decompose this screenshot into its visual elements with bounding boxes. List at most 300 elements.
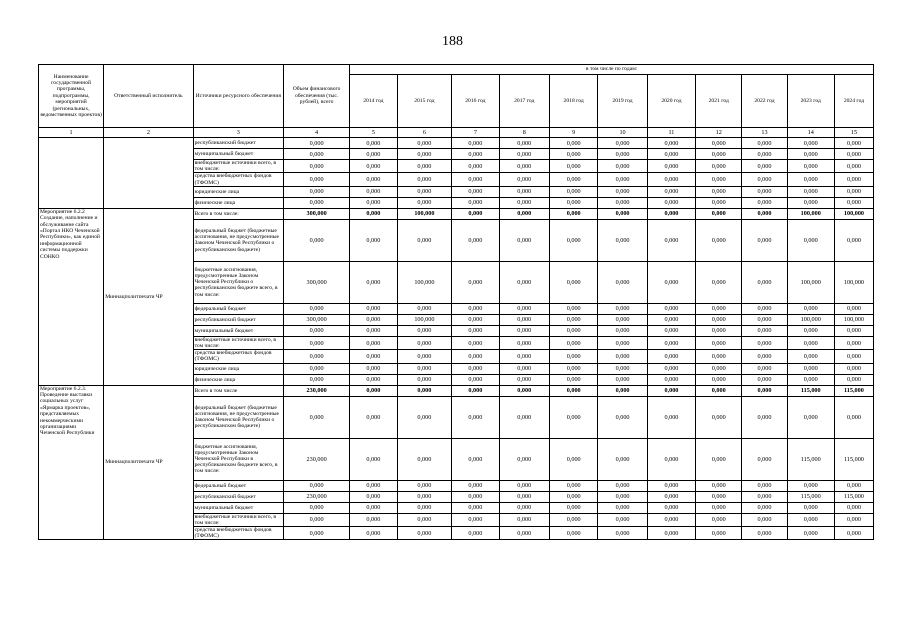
table-row — [39, 138, 874, 149]
year-value: 0,000 — [696, 350, 742, 363]
year-value: 0,000 — [742, 438, 787, 480]
page-number: 188 — [442, 34, 463, 49]
year-value: 0,000 — [397, 149, 452, 160]
year-value: 0,000 — [834, 138, 873, 149]
year-value: 0,000 — [647, 480, 695, 491]
funding-source: республиканский бюджет — [193, 491, 283, 502]
year-value: 0,000 — [499, 138, 549, 149]
year-value: 0,000 — [598, 138, 647, 149]
year-value: 0,000 — [397, 527, 452, 540]
year-value: 0,000 — [742, 314, 787, 325]
column-number: 2 — [104, 128, 193, 138]
column-number: 9 — [549, 128, 597, 138]
year-value: 0,000 — [499, 261, 549, 303]
total-value: 0,000 — [283, 480, 349, 491]
funding-source: федеральный бюджет — [193, 480, 283, 491]
year-value: 0,000 — [598, 197, 647, 208]
year-value: 0,000 — [647, 502, 695, 513]
year-value: 0,000 — [499, 149, 549, 160]
year-value: 0,000 — [397, 303, 452, 314]
header-year: 2015 год — [397, 75, 452, 128]
year-value: 0,000 — [397, 186, 452, 197]
header-source: Источники ресурсного обеспечения — [193, 65, 283, 128]
year-value: 0,000 — [549, 350, 597, 363]
year-value: 0,000 — [397, 160, 452, 173]
year-value: 0,000 — [696, 502, 742, 513]
year-value: 0,000 — [696, 173, 742, 186]
column-number: 7 — [452, 128, 499, 138]
year-value: 0,000 — [350, 208, 397, 219]
year-value: 0,000 — [742, 138, 787, 149]
funding-source: внебюджетные источники всего, в том числе: — [193, 160, 283, 173]
year-value: 100,000 — [834, 314, 873, 325]
year-value: 0,000 — [549, 374, 597, 385]
column-number: 4 — [283, 128, 349, 138]
total-value: 0,000 — [283, 527, 349, 540]
year-value: 0,000 — [452, 527, 499, 540]
measure-name: Мероприятие 6.2.3. Проведение выставки социальных услуг «Ярмарка проектов», представляемых некоммерческими организациями Чеченской Республики — [39, 385, 104, 540]
year-value: 0,000 — [397, 325, 452, 336]
year-value: 0,000 — [499, 208, 549, 219]
year-value: 0,000 — [397, 219, 452, 261]
year-value: 0,000 — [350, 350, 397, 363]
year-value: 0,000 — [549, 219, 597, 261]
year-value: 0,000 — [696, 325, 742, 336]
year-value: 0,000 — [647, 160, 695, 173]
year-value: 0,000 — [598, 363, 647, 374]
year-value: 0,000 — [834, 527, 873, 540]
header-year: 2019 год — [598, 75, 647, 128]
year-value: 0,000 — [452, 261, 499, 303]
year-value: 0,000 — [397, 363, 452, 374]
year-value: 0,000 — [696, 219, 742, 261]
year-value: 0,000 — [834, 350, 873, 363]
year-value: 0,000 — [397, 396, 452, 438]
year-value: 0,000 — [499, 197, 549, 208]
year-value: 0,000 — [647, 314, 695, 325]
year-value: 0,000 — [598, 186, 647, 197]
year-value: 0,000 — [742, 385, 787, 396]
funding-source: федеральный бюджет — [193, 303, 283, 314]
year-value: 0,000 — [452, 385, 499, 396]
year-value: 0,000 — [742, 186, 787, 197]
year-value: 0,000 — [350, 303, 397, 314]
total-value: 300,000 — [283, 261, 349, 303]
total-value: 0,000 — [283, 350, 349, 363]
year-value: 0,000 — [696, 186, 742, 197]
column-number: 15 — [834, 128, 873, 138]
year-value: 115,000 — [787, 385, 834, 396]
year-value: 0,000 — [647, 219, 695, 261]
header-year: 2020 год — [647, 75, 695, 128]
year-value: 0,000 — [549, 527, 597, 540]
year-value: 0,000 — [787, 336, 834, 349]
year-value: 0,000 — [452, 396, 499, 438]
year-value: 0,000 — [452, 363, 499, 374]
total-value: 300,000 — [283, 314, 349, 325]
year-value: 0,000 — [834, 303, 873, 314]
year-value: 0,000 — [499, 186, 549, 197]
funding-source: физические лица — [193, 197, 283, 208]
total-value: 0,000 — [283, 396, 349, 438]
year-value: 0,000 — [549, 325, 597, 336]
year-value: 0,000 — [742, 325, 787, 336]
funding-source: федеральный бюджет (бюджетные ассигнования, не предусмотренные Законом Чеченской Республики о республиканском бюджете) — [193, 219, 283, 261]
funding-source: муниципальный бюджет — [193, 149, 283, 160]
responsible-executor: Миннацполитпечати ЧР — [104, 208, 193, 385]
year-value: 0,000 — [350, 491, 397, 502]
year-value: 0,000 — [499, 314, 549, 325]
year-value: 0,000 — [549, 303, 597, 314]
year-value: 0,000 — [598, 314, 647, 325]
year-value: 0,000 — [499, 491, 549, 502]
year-value: 0,000 — [598, 385, 647, 396]
year-value: 0,000 — [350, 513, 397, 526]
year-value: 100,000 — [397, 208, 452, 219]
total-value: 0,000 — [283, 336, 349, 349]
funding-source: средства внебюджетных фондов (ТФОМС) — [193, 527, 283, 540]
year-value: 0,000 — [598, 491, 647, 502]
table-row — [39, 385, 874, 396]
year-value: 115,000 — [787, 491, 834, 502]
header-years-group: в том числе по годам: — [350, 65, 874, 75]
measure-name — [39, 138, 104, 209]
year-value: 0,000 — [696, 527, 742, 540]
year-value: 0,000 — [499, 513, 549, 526]
total-value: 0,000 — [283, 149, 349, 160]
funding-source: муниципальный бюджет — [193, 502, 283, 513]
total-value: 0,000 — [283, 173, 349, 186]
year-value: 0,000 — [696, 149, 742, 160]
year-value: 100,000 — [787, 208, 834, 219]
year-value: 0,000 — [742, 261, 787, 303]
year-value: 0,000 — [549, 502, 597, 513]
year-value: 0,000 — [834, 502, 873, 513]
year-value: 0,000 — [647, 325, 695, 336]
year-value: 0,000 — [350, 149, 397, 160]
year-value: 0,000 — [499, 325, 549, 336]
year-value: 0,000 — [742, 374, 787, 385]
funding-source: физические лица — [193, 374, 283, 385]
year-value: 0,000 — [499, 363, 549, 374]
year-value: 0,000 — [452, 219, 499, 261]
year-value: 0,000 — [647, 208, 695, 219]
year-value: 0,000 — [549, 513, 597, 526]
year-value: 0,000 — [350, 219, 397, 261]
year-value: 0,000 — [452, 186, 499, 197]
year-value: 0,000 — [549, 396, 597, 438]
year-value: 0,000 — [647, 138, 695, 149]
header-year: 2023 год — [787, 75, 834, 128]
year-value: 0,000 — [742, 197, 787, 208]
year-value: 0,000 — [647, 374, 695, 385]
header-row-top — [39, 65, 874, 75]
funding-source: муниципальный бюджет — [193, 325, 283, 336]
year-value: 0,000 — [350, 385, 397, 396]
year-value: 0,000 — [350, 314, 397, 325]
year-value: 0,000 — [696, 261, 742, 303]
responsible-executor: Миннацполитпечати ЧР — [104, 385, 193, 540]
year-value: 0,000 — [787, 138, 834, 149]
header-year: 2018 год — [549, 75, 597, 128]
year-value: 0,000 — [696, 491, 742, 502]
year-value: 0,000 — [452, 303, 499, 314]
year-value: 0,000 — [787, 197, 834, 208]
year-value: 0,000 — [549, 491, 597, 502]
funding-source: Всего в том числе — [193, 385, 283, 396]
funding-source: бюджетные ассигнования, предусмотренные Законом Чеченской Республики в республиканском бюджете всего, в том числе: — [193, 438, 283, 480]
header-year: 2021 год — [696, 75, 742, 128]
funding-source: юридические лица — [193, 186, 283, 197]
year-value: 0,000 — [834, 325, 873, 336]
year-value: 0,000 — [787, 186, 834, 197]
year-value: 0,000 — [647, 350, 695, 363]
year-value: 0,000 — [452, 502, 499, 513]
measure-name: Мероприятие 6.2.2 Создание, наполнение и обслуживание сайта «Портал НКО Чеченской Республики», как единой информационной системы поддержки СОНКО — [39, 208, 104, 385]
year-value: 0,000 — [647, 197, 695, 208]
year-value: 0,000 — [397, 480, 452, 491]
year-value: 0,000 — [647, 173, 695, 186]
total-value: 0,000 — [283, 374, 349, 385]
funding-source: средства внебюджетных фондов (ТФОМС) — [193, 173, 283, 186]
year-value: 0,000 — [549, 336, 597, 349]
funding-source: юридические лица — [193, 363, 283, 374]
funding-source: внебюджетные источники всего, в том числе: — [193, 513, 283, 526]
year-value: 0,000 — [549, 138, 597, 149]
year-value: 0,000 — [598, 350, 647, 363]
year-value: 0,000 — [742, 480, 787, 491]
year-value: 0,000 — [397, 336, 452, 349]
year-value: 0,000 — [549, 160, 597, 173]
year-value: 0,000 — [350, 186, 397, 197]
year-value: 0,000 — [787, 303, 834, 314]
year-value: 0,000 — [499, 385, 549, 396]
year-value: 0,000 — [696, 208, 742, 219]
year-value: 0,000 — [549, 208, 597, 219]
year-value: 0,000 — [787, 527, 834, 540]
year-value: 0,000 — [742, 527, 787, 540]
year-value: 0,000 — [598, 208, 647, 219]
year-value: 0,000 — [787, 363, 834, 374]
year-value: 0,000 — [397, 491, 452, 502]
year-value: 0,000 — [742, 173, 787, 186]
year-value: 0,000 — [834, 160, 873, 173]
year-value: 0,000 — [647, 491, 695, 502]
year-value: 0,000 — [350, 261, 397, 303]
total-value: 0,000 — [283, 502, 349, 513]
year-value: 0,000 — [499, 219, 549, 261]
year-value: 0,000 — [696, 385, 742, 396]
year-value: 0,000 — [834, 480, 873, 491]
year-value: 0,000 — [499, 160, 549, 173]
year-value: 0,000 — [696, 197, 742, 208]
year-value: 0,000 — [834, 173, 873, 186]
year-value: 0,000 — [598, 261, 647, 303]
year-value: 0,000 — [549, 186, 597, 197]
year-value: 100,000 — [787, 314, 834, 325]
year-value: 0,000 — [696, 160, 742, 173]
year-value: 0,000 — [742, 336, 787, 349]
year-value: 0,000 — [499, 438, 549, 480]
year-value: 0,000 — [452, 149, 499, 160]
year-value: 0,000 — [647, 438, 695, 480]
year-value: 0,000 — [549, 197, 597, 208]
year-value: 0,000 — [834, 363, 873, 374]
total-value: 0,000 — [283, 160, 349, 173]
year-value: 0,000 — [350, 502, 397, 513]
year-value: 0,000 — [499, 396, 549, 438]
year-value: 0,000 — [499, 502, 549, 513]
year-value: 0,000 — [647, 303, 695, 314]
year-value: 0,000 — [834, 149, 873, 160]
column-number: 1 — [39, 128, 104, 138]
year-value: 0,000 — [742, 160, 787, 173]
year-value: 0,000 — [696, 314, 742, 325]
year-value: 0,000 — [647, 527, 695, 540]
year-value: 0,000 — [598, 480, 647, 491]
funding-source: бюджетные ассигнования, предусмотренные Законом Чеченской Республики о республиканском бюджете всего, в том числе: — [193, 261, 283, 303]
total-value: 230,000 — [283, 385, 349, 396]
header-numbers-row — [39, 128, 874, 138]
year-value: 0,000 — [598, 173, 647, 186]
year-value: 0,000 — [742, 350, 787, 363]
year-value: 0,000 — [350, 173, 397, 186]
year-value: 0,000 — [598, 336, 647, 349]
year-value: 115,000 — [787, 438, 834, 480]
year-value: 0,000 — [397, 502, 452, 513]
column-number: 8 — [499, 128, 549, 138]
year-value: 0,000 — [834, 513, 873, 526]
column-number: 11 — [647, 128, 695, 138]
year-value: 0,000 — [598, 149, 647, 160]
total-value: 0,000 — [283, 197, 349, 208]
year-value: 0,000 — [452, 138, 499, 149]
header-executor: Ответственный исполнитель — [104, 65, 193, 128]
year-value: 0,000 — [397, 438, 452, 480]
year-value: 0,000 — [549, 363, 597, 374]
year-value: 0,000 — [787, 350, 834, 363]
total-value: 0,000 — [283, 219, 349, 261]
year-value: 115,000 — [834, 491, 873, 502]
table-body — [39, 138, 874, 540]
total-value: 0,000 — [283, 325, 349, 336]
year-value: 0,000 — [452, 314, 499, 325]
header-year: 2022 год — [742, 75, 787, 128]
year-value: 0,000 — [742, 396, 787, 438]
year-value: 0,000 — [350, 160, 397, 173]
year-value: 0,000 — [742, 149, 787, 160]
year-value: 0,000 — [499, 527, 549, 540]
funding-source: средства внебюджетных фондов (ТФОМС) — [193, 350, 283, 363]
year-value: 0,000 — [696, 374, 742, 385]
year-value: 100,000 — [397, 314, 452, 325]
year-value: 100,000 — [787, 261, 834, 303]
year-value: 0,000 — [834, 374, 873, 385]
funding-source: Всего в том числе: — [193, 208, 283, 219]
year-value: 0,000 — [787, 513, 834, 526]
year-value: 0,000 — [787, 219, 834, 261]
year-value: 0,000 — [499, 303, 549, 314]
header-year: 2016 год — [452, 75, 499, 128]
year-value: 0,000 — [452, 513, 499, 526]
year-value: 0,000 — [598, 513, 647, 526]
year-value: 0,000 — [397, 513, 452, 526]
year-value: 0,000 — [598, 160, 647, 173]
year-value: 0,000 — [499, 336, 549, 349]
year-value: 0,000 — [834, 219, 873, 261]
year-value: 0,000 — [499, 480, 549, 491]
year-value: 0,000 — [452, 208, 499, 219]
year-value: 100,000 — [397, 261, 452, 303]
year-value: 0,000 — [787, 396, 834, 438]
year-value: 115,000 — [834, 438, 873, 480]
year-value: 0,000 — [549, 480, 597, 491]
funding-table — [38, 64, 874, 540]
year-value: 0,000 — [499, 374, 549, 385]
year-value: 0,000 — [742, 363, 787, 374]
year-value: 0,000 — [549, 149, 597, 160]
year-value: 0,000 — [350, 325, 397, 336]
year-value: 0,000 — [742, 491, 787, 502]
year-value: 0,000 — [598, 219, 647, 261]
year-value: 0,000 — [350, 438, 397, 480]
year-value: 0,000 — [499, 173, 549, 186]
year-value: 0,000 — [647, 186, 695, 197]
year-value: 0,000 — [350, 396, 397, 438]
year-value: 0,000 — [397, 374, 452, 385]
year-value: 0,000 — [696, 480, 742, 491]
year-value: 0,000 — [834, 186, 873, 197]
year-value: 0,000 — [397, 350, 452, 363]
column-number: 3 — [193, 128, 283, 138]
year-value: 0,000 — [598, 303, 647, 314]
year-value: 0,000 — [452, 160, 499, 173]
year-value: 0,000 — [452, 438, 499, 480]
year-value: 0,000 — [598, 438, 647, 480]
year-value: 0,000 — [787, 502, 834, 513]
year-value: 0,000 — [549, 173, 597, 186]
column-number: 5 — [350, 128, 397, 138]
year-value: 0,000 — [598, 396, 647, 438]
year-value: 0,000 — [647, 149, 695, 160]
total-value: 0,000 — [283, 303, 349, 314]
year-value: 0,000 — [598, 325, 647, 336]
year-value: 0,000 — [787, 160, 834, 173]
funding-source: федеральный бюджет (бюджетные ассигнования, не предусмотренные Законом Чеченской Республики о республиканском бюджете) — [193, 396, 283, 438]
total-value: 0,000 — [283, 363, 349, 374]
year-value: 0,000 — [787, 325, 834, 336]
year-value: 0,000 — [696, 336, 742, 349]
year-value: 0,000 — [350, 336, 397, 349]
column-number: 14 — [787, 128, 834, 138]
year-value: 0,000 — [742, 219, 787, 261]
year-value: 0,000 — [787, 480, 834, 491]
header-year: 2014 год — [350, 75, 397, 128]
total-value: 0,000 — [283, 186, 349, 197]
year-value: 0,000 — [834, 197, 873, 208]
year-value: 100,000 — [834, 261, 873, 303]
header-total: Объем финансового обеспечения (тыс. рублей), всего — [283, 65, 349, 128]
responsible-executor — [104, 138, 193, 209]
year-value: 0,000 — [696, 438, 742, 480]
column-number: 12 — [696, 128, 742, 138]
year-value: 0,000 — [696, 513, 742, 526]
total-value: 230,000 — [283, 438, 349, 480]
year-value: 0,000 — [452, 491, 499, 502]
funding-source: республиканский бюджет — [193, 138, 283, 149]
year-value: 0,000 — [696, 303, 742, 314]
year-value: 0,000 — [647, 513, 695, 526]
